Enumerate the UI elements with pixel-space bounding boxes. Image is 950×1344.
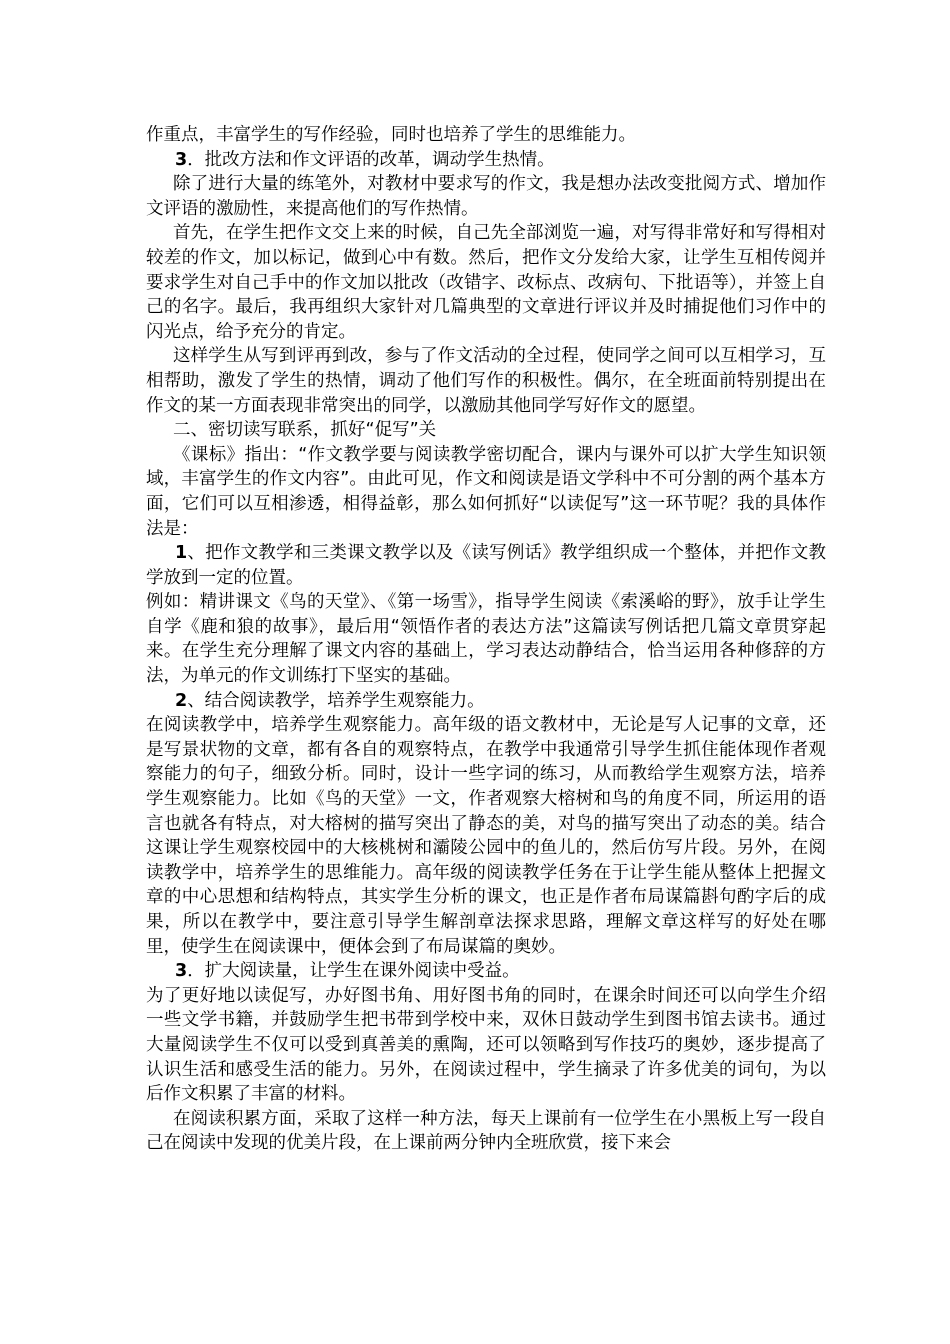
subheading-observation: [146, 689, 826, 714]
section-heading-reading-writing: 二、密切读写联系，抓好“促写”关: [173, 420, 437, 441]
paragraph-curriculum-quote: 《课标》指出：“作文教学要与阅读教学密切配合，课内与课外可以扩大学生知识领域，丰富学生的作文内容”。由此可见，作文和阅读是语文学科中不可分割的两个基本方面，它们可以互相渗透，相得益彰，那么如何抓好“以读促写”这一环节呢？我的具体作法是：: [146, 444, 826, 539]
paragraph-grading-effect: 这样学生从写到评再到改，参与了作文活动的全过程，使同学之间可以互相学习，互相帮助，激发了学生的热情，调动了他们写作的积极性。偶尔，在全班面前特别提出在作文的某一方面表现非常突出的同学，以激励其他同学写好作文的愿望。: [146, 346, 826, 416]
paragraph-example-lessons: 例如：精讲课文《鸟的天堂》、《第一场雪》，指导学生阅读《索溪峪的野》，放手让学生自学《鹿和狼的故事》，最后用“领悟作者的表达方法”这篇读写例话把几篇文章贯穿起来。在学生充分理解了课文内容的基础上，学习表达动静结合，恰当运用各种修辞的方法，为单元的作文训练打下坚实的基础。: [146, 592, 826, 687]
paragraph-grading-steps: 首先，在学生把作文交上来的时候，自己先全部浏览一遍，对写得非常好和写得相对较差的作文，加以标记，做到心中有数。然后，把作文分发给大家，让学生互相传阅并要求学生对自己手中的作文加以批改（改错字、改标点、改病句、下批语等），并签上自己的名字。最后，我再组织大家针对几篇典型的文章进行评议并及时捕捉他们习作中的闪光点，给予充分的肯定。: [146, 223, 826, 342]
subheading-number: 3: [175, 961, 188, 982]
subheading-text: 、把作文教学和三类课文教学以及《读写例话》教学组织成一个整体，并把作文教学放到一定的位置。: [146, 543, 826, 588]
subheading-number: 2: [175, 690, 188, 711]
paragraph-observation-detail: 在阅读教学中，培养学生观察能力。高年级的语文教材中，无论是写人记事的文章，还是写景状物的文章，都有各自的观察特点，在教学中我通常引导学生抓住能体现作者观察能力的句子，细致分析。同时，设计一些字词的练习，从而教给学生观察方法，培养学生观察能力。比如《鸟的天堂》一文，作者观察大榕树和鸟的角度不同，所运用的语言也就各有特点，对大榕树的描写突出了静态的美，对鸟的描写突出了动态的美。结合这课让学生观察校园中的大核桃树和灞陵公园中的鱼儿的，然后仿写片段。另外，在阅读教学中，培养学生的思维能力。高年级的阅读教学任务在于让学生能从整体上把握文章的中心思想和结构特点，其实学生分析的课文，也正是作者布局谋篇斟句酌字后的成果，所以在教学中，要注意引导学生解剖章法探求思路，理解文章这样写的好处在哪里，使学生在阅读课中，便体会到了布局谋篇的奥妙。: [146, 715, 826, 957]
paragraph-grading-intro: 除了进行大量的练笔外，对教材中要求写的作文，我是想办法改变批阅方式、增加作文评语的激励性，来提高他们的写作热情。: [146, 174, 826, 219]
subheading-text: ．扩大阅读量，让学生在课外阅读中受益。: [187, 961, 520, 982]
subheading-integrate-teaching: [146, 541, 826, 590]
subheading-grading-reform: [146, 148, 826, 173]
subheading-extend-reading: [146, 959, 826, 984]
subheading-number: 1: [175, 543, 188, 564]
subheading-text: ．批改方法和作文评语的改革，调动学生热情。: [187, 149, 555, 170]
document-page: [146, 123, 826, 1156]
paragraph-extend-reading-detail: 为了更好地以读促写，办好图书角、用好图书角的同时，在课余时间还可以向学生介绍一些文学书籍，并鼓励学生把书带到学校中来，双休日鼓动学生到图书馆去读书。通过大量阅读学生不仅可以受到真善美的熏陶，还可以领略到写作技巧的奥妙，逐步提高了认识生活和感受生活的能力。另外，在阅读过程中，学生摘录了许多优美的词句，为以后作文积累了丰富的材料。: [146, 985, 826, 1105]
subheading-number: 3: [175, 149, 188, 170]
paragraph-continuation: 作重点，丰富学生的写作经验，同时也培养了学生的思维能力。: [146, 125, 636, 145]
paragraph-reading-accumulation: 在阅读积累方面，采取了这样一种方法，每天上课前有一位学生在小黑板上写一段自己在阅读中发现的优美片段，在上课前两分钟内全班欣赏，接下来会: [146, 1108, 826, 1154]
subheading-text: 、结合阅读教学，培养学生观察能力。: [187, 690, 485, 711]
